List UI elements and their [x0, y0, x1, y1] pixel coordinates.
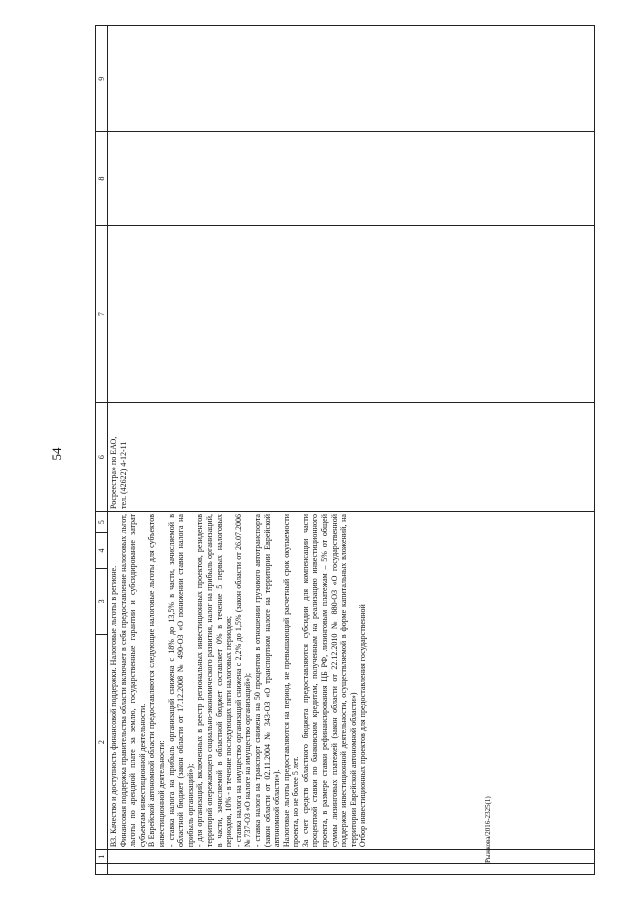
- description-paragraph: В3. Качество и доступность финансовой поддержки. Налоговые льготы в регионе.: [109, 565, 118, 848]
- description-paragraph: - ставка налога на транспорт снижена на 50 процентов в отношении грузового автотранспорта (закон области от 02.11.2004 № 343-ОЗ «О транспортном налоге на территории Еврейской автономной области»).: [252, 514, 282, 848]
- description-paragraph: - ставка налога на имущество организаций снижена с 2,2% до 1,5% (закон области от 26.07.2006 № 737-ОЗ «О налоге на имущество организаций»);: [233, 514, 253, 848]
- header-cell-blank: [96, 864, 108, 875]
- empty-cell: [108, 132, 595, 225]
- description-paragraph: - ставка налога на прибыль организаций снижена с 18% до 13,5% в части, зачисляемой в областной бюджет (закон области от 17.12.2008 № 490-ОЗ «О понижении ставки налога на прибыль организаций»);: [166, 514, 195, 848]
- page-number: 54: [49, 447, 64, 461]
- document-table: [95, 25, 595, 875]
- description-paragraph: В Еврейской автономной области предоставляются следующие налоговые льготы для субъектов инвестиционной деятельности:: [147, 514, 166, 848]
- empty-cell: [108, 26, 595, 132]
- description-paragraph: - для организаций, включенных в реестр региональных инвестиционных проектов, резидентов территорий опережающего социально-экономического развития, налог на прибыль организаций, в части, зачисляемой в областной бюджет составляет 0% в течение 5 первых налоговых периодов, 10% - в течение последующих пяти налоговых периодов;: [195, 514, 234, 848]
- contact-line: тел. (42622) 4-12-11: [118, 441, 128, 510]
- header-cell-6: 6: [96, 403, 108, 512]
- header-cell-8: 8: [96, 132, 108, 225]
- header-cell-9: 9: [96, 26, 108, 132]
- empty-cell: [108, 864, 595, 875]
- header-cell-2: 2: [96, 634, 108, 849]
- description-paragraph: Налоговые льготы предоставляются на период, не превышающий расчетный срок окупаемости проекта, но не более 5 лет.: [281, 514, 301, 848]
- header-cell-3: 3: [96, 568, 108, 634]
- description-paragraph: Отбор инвестиционных проектов для предоставления государственной: [358, 604, 368, 848]
- header-cell-4: 4: [96, 533, 108, 568]
- table-row: [108, 26, 595, 875]
- empty-cell: [108, 850, 595, 864]
- responsible-contact-cell: [108, 403, 595, 512]
- description-paragraph: За счет средств областного бюджета предоставляются субсидии для компенсации части процентной ставки по банковским кредитам, полученным на реализацию инвестиционного проекта, в размере ставки рефинансирования ЦБ РФ, лизинговым платежам – 5% от общей суммы лизинговых платежей (закон области от 22.12.2010 № 880-ОЗ «О государственной поддержке инвестиционной деятельности, осуществляемой в форме капитальных вложений, на территории Еврейской автономной области»): [300, 514, 358, 848]
- header-cell-7: 7: [96, 225, 108, 402]
- header-row: [96, 26, 108, 875]
- header-cell-5: 5: [96, 512, 108, 533]
- document-table-frame: [95, 25, 595, 875]
- contact-line: Росреестра» по ЕАО,: [109, 436, 118, 510]
- description-paragraph: Финансовая поддержка правительства области включает в себя предоставление налоговых льгот, льготы по арендной плате за землю, государственные гарантии и субсидирование затрат субъектам инвестиционной деятельности.: [118, 514, 147, 848]
- header-cell-1: 1: [96, 850, 108, 864]
- document-code: Рыжкова/2016-2325(1): [484, 796, 492, 863]
- empty-cell: [108, 225, 595, 402]
- measure-description-cell: [108, 512, 595, 850]
